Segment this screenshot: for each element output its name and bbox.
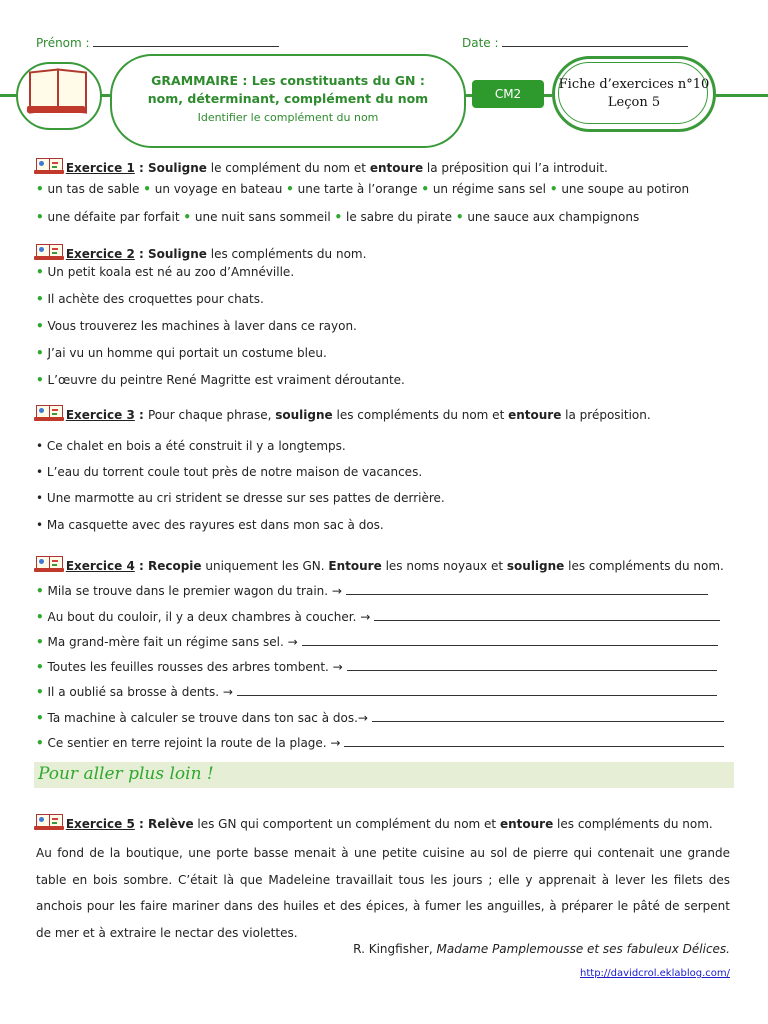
- book-icon: [36, 242, 62, 260]
- answer-line[interactable]: [347, 670, 717, 671]
- list-item: • Mila se trouve dans le premier wagon du train. →: [36, 584, 708, 598]
- list-item: • Ta machine à calculer se trouve dans ton sac à dos.→: [36, 711, 724, 725]
- answer-line[interactable]: [237, 695, 717, 696]
- book-icon: [36, 403, 62, 421]
- list-item: • Ce chalet en bois a été construit il y a longtemps.: [36, 439, 346, 453]
- level-badge: CM2: [472, 80, 544, 108]
- answer-line[interactable]: [344, 746, 724, 747]
- list-item: • Ce sentier en terre rejoint la route de la plage. →: [36, 736, 724, 750]
- section-title: Pour aller plus loin !: [38, 764, 214, 784]
- fiche-label: Fiche d’exercices n°10 Leçon 5: [558, 77, 710, 110]
- list-item: • Ma casquette avec des rayures est dans mon sac à dos.: [36, 518, 384, 532]
- exercise-1-instruction: Exercice 1 : Souligne le complément du nom et entoure la préposition qui l’a introduit.: [36, 156, 608, 175]
- answer-line[interactable]: [372, 721, 724, 722]
- prenom-field[interactable]: [93, 46, 279, 47]
- list-item: • Une marmotte au cri strident se dresse sur ses pattes de derrière.: [36, 491, 445, 505]
- list-item: • J’ai vu un homme qui portait un costume bleu.: [36, 346, 327, 360]
- list-item: • Ma grand-mère fait un régime sans sel. →: [36, 635, 718, 649]
- list-item: • Au bout du couloir, il y a deux chambres à coucher. →: [36, 610, 720, 624]
- book-icon: [36, 812, 62, 830]
- list-item: • Un petit koala est né au zoo d’Amnéville.: [36, 265, 295, 279]
- list-item: • Toutes les feuilles rousses des arbres tombent. →: [36, 660, 717, 674]
- exercise-1-row-2: • une défaite par forfait • une nuit sans sommeil • le sabre du pirate • une sauce aux champignons: [36, 210, 640, 224]
- lesson-subtitle: Identifier le complément du nom: [197, 111, 379, 124]
- list-item: • L’eau du torrent coule tout près de notre maison de vacances.: [36, 465, 423, 479]
- list-item: • L’œuvre du peintre René Magritte est vraiment déroutante.: [36, 373, 405, 387]
- header-rule-right: [716, 94, 768, 97]
- list-item: • Il a oublié sa brosse à dents. →: [36, 685, 717, 699]
- exercise-1-row-1: • un tas de sable • un voyage en bateau • une tarte à l’orange • un régime sans sel • une soupe au potiron: [36, 182, 690, 196]
- fiche-frame: [552, 56, 716, 132]
- answer-line[interactable]: [346, 594, 708, 595]
- exercise-4-instruction: Exercice 4 : Recopie uniquement les GN. Entoure les noms noyaux et souligne les compléments du nom.: [36, 554, 724, 573]
- book-icon: [36, 554, 62, 572]
- list-item: • Vous trouverez les machines à laver dans ce rayon.: [36, 319, 357, 333]
- exercise-5-instruction: Exercice 5 : Relève les GN qui comportent un complément du nom et entoure les compléments du nom.: [36, 812, 713, 831]
- lesson-title: GRAMMAIRE : Les constituants du GN : nom, déterminant, complément du nom: [147, 73, 429, 106]
- date-label: Date :: [462, 36, 688, 50]
- book-icon: [27, 66, 85, 116]
- book-icon: [36, 156, 62, 174]
- list-item: • Il achète des croquettes pour chats.: [36, 292, 264, 306]
- date-field[interactable]: [502, 46, 688, 47]
- exercise-3-instruction: Exercice 3 : Pour chaque phrase, souligne les compléments du nom et entoure la préposition.: [36, 403, 651, 422]
- exercise-2-instruction: Exercice 2 : Souligne les compléments du nom.: [36, 242, 366, 261]
- exercise-5-text: Au fond de la boutique, une porte basse menait à une petite cuisine au sol de pierre qui contenait une grande table en bois sombre. C’était là que Madeleine travaillait tous les jours ; elle y apprenait à lever les filets des anchois pour les faire mariner dans des huiles et des épices, à fumer les anguilles, à préparer le pâté de serpent de mer et à extraire le nectar des violettes.: [36, 846, 730, 940]
- answer-line[interactable]: [374, 620, 720, 621]
- title-frame: [110, 54, 466, 148]
- citation: R. Kingfisher, Madame Pamplemousse et ses fabuleux Délices.: [353, 942, 730, 956]
- prenom-label: Prénom :: [36, 36, 279, 50]
- answer-line[interactable]: [302, 645, 718, 646]
- footer-link[interactable]: http://davidcrol.eklablog.com/: [580, 968, 730, 979]
